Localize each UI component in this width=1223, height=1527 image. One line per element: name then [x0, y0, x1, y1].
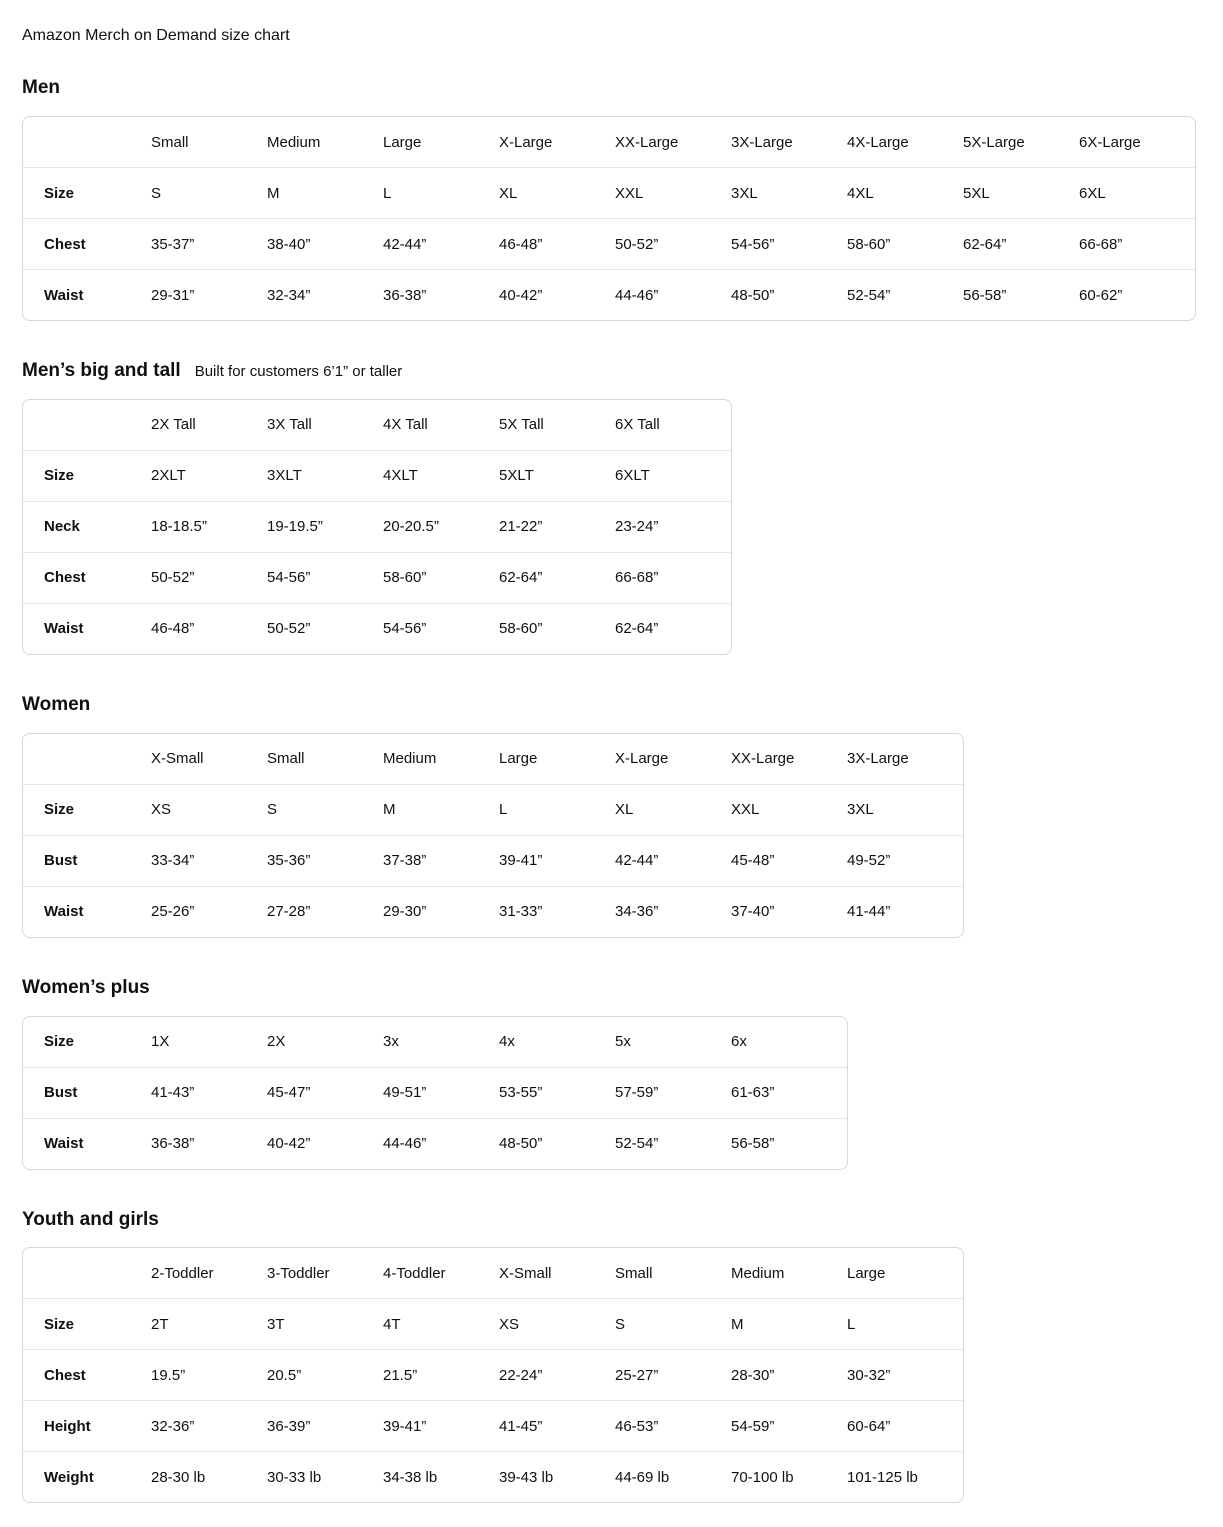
section-heading-text: Women’s plus [22, 976, 150, 998]
value-cell: 25-26” [151, 886, 267, 937]
value-cell: 4x [499, 1033, 515, 1051]
value-cell: 48-50” [731, 269, 847, 320]
value-cell: 32-34” [267, 269, 383, 320]
table-row-waist [23, 269, 1195, 320]
size-table-womens-plus [22, 1016, 848, 1170]
value-cell: 37-40” [731, 886, 847, 937]
header-cell: XX-Large [731, 750, 795, 768]
row-label: Size [23, 1298, 151, 1349]
value-cell: 28-30 lb [151, 1451, 267, 1502]
size-table-men [22, 116, 1196, 321]
header-cell: 2X Tall [151, 416, 196, 434]
row-label: Neck [23, 501, 151, 552]
value-cell: 3XL [731, 167, 847, 218]
value-cell: 3XLT [267, 450, 383, 501]
table-row-weight [23, 1451, 963, 1502]
header-cell: X-Small [151, 750, 204, 768]
value-cell: S [151, 167, 267, 218]
value-cell: 61-63” [731, 1067, 847, 1118]
value-cell: M [267, 167, 383, 218]
section-heading-text: Men’s big and tall [22, 360, 181, 382]
value-cell: 54-56” [731, 218, 847, 269]
table-row-size [23, 784, 963, 835]
value-cell: 22-24” [499, 1349, 615, 1400]
table-row-bust [23, 1067, 847, 1118]
value-cell: 41-45” [499, 1400, 615, 1451]
table-row-size [23, 1017, 847, 1067]
value-cell: 49-52” [847, 835, 963, 886]
value-cell: 21-22” [499, 501, 615, 552]
size-chart-sections [22, 77, 1201, 1503]
row-label: Size [44, 1033, 75, 1051]
value-cell: 19-19.5” [267, 501, 383, 552]
value-cell: 46-53” [615, 1400, 731, 1451]
table-header-row [23, 117, 1195, 167]
row-label: Waist [23, 1118, 151, 1169]
table-row-size [23, 450, 731, 501]
value-cell: S [267, 784, 383, 835]
table-row-chest [23, 218, 1195, 269]
value-cell: 49-51” [383, 1067, 499, 1118]
value-cell: 36-38” [151, 1118, 267, 1169]
section-mens-big-and-tall [22, 360, 1201, 655]
value-cell: 52-54” [847, 269, 963, 320]
value-cell: 42-44” [383, 218, 499, 269]
value-cell: 35-36” [267, 835, 383, 886]
value-cell: 52-54” [615, 1118, 731, 1169]
value-cell: 42-44” [615, 835, 731, 886]
value-cell: 2T [151, 1298, 267, 1349]
header-cell: 6X-Large [1079, 133, 1141, 151]
value-cell: 20.5” [267, 1349, 383, 1400]
value-cell: 21.5” [383, 1349, 499, 1400]
value-cell: 101-125 lb [847, 1451, 963, 1502]
value-cell: 25-27” [615, 1349, 731, 1400]
row-label: Waist [23, 603, 151, 654]
value-cell: 39-41” [499, 835, 615, 886]
header-cell: 3-Toddler [267, 1264, 330, 1282]
header-cell: X-Small [499, 1264, 552, 1282]
value-cell: 45-47” [267, 1067, 383, 1118]
header-cell: 3X Tall [267, 416, 312, 434]
header-cell: X-Large [615, 750, 669, 768]
size-table-youth-and-girls [22, 1247, 964, 1503]
value-cell: 31-33” [499, 886, 615, 937]
table-row-height [23, 1400, 963, 1451]
header-cell: 3X-Large [847, 750, 909, 768]
value-cell: 19.5” [151, 1349, 267, 1400]
value-cell: 46-48” [499, 218, 615, 269]
value-cell: 34-36” [615, 886, 731, 937]
header-cell: 6X Tall [615, 416, 660, 434]
value-cell: XS [151, 784, 267, 835]
row-label: Size [23, 784, 151, 835]
value-cell: XS [499, 1298, 615, 1349]
section-heading-youth-and-girls [22, 1209, 1201, 1231]
value-cell: 54-56” [267, 552, 383, 603]
value-cell: 57-59” [615, 1067, 731, 1118]
header-cell-empty [23, 117, 151, 167]
size-table-mens-big-and-tall [22, 399, 732, 655]
value-cell: 70-100 lb [731, 1451, 847, 1502]
section-women [22, 694, 1201, 938]
value-cell: 60-64” [847, 1400, 963, 1451]
header-cell: Small [267, 750, 305, 768]
header-cell: XX-Large [615, 133, 679, 151]
row-label: Waist [23, 269, 151, 320]
table-row-waist [23, 603, 731, 654]
header-cell: Medium [383, 750, 437, 768]
value-cell: 50-52” [151, 552, 267, 603]
value-cell: 50-52” [615, 218, 731, 269]
row-label: Height [23, 1400, 151, 1451]
header-cell: Medium [267, 133, 321, 151]
value-cell: 6XLT [615, 450, 731, 501]
table-header-row [23, 734, 963, 784]
header-cell: Large [383, 133, 422, 151]
value-cell: 6XL [1079, 167, 1195, 218]
table-row-size [23, 1298, 963, 1349]
value-cell: 20-20.5” [383, 501, 499, 552]
header-cell: Large [847, 1264, 886, 1282]
table-row-chest [23, 1349, 963, 1400]
value-cell: 3x [383, 1033, 399, 1051]
header-cell-empty [23, 400, 151, 450]
value-cell: 40-42” [499, 269, 615, 320]
value-cell: 44-69 lb [615, 1451, 731, 1502]
header-cell: X-Large [499, 133, 553, 151]
value-cell: 62-64” [963, 218, 1079, 269]
header-cell: Small [151, 133, 189, 151]
section-heading-text: Men [22, 77, 60, 99]
section-heading-womens-plus [22, 977, 1201, 999]
value-cell: 2XLT [151, 450, 267, 501]
value-cell: L [383, 167, 499, 218]
section-heading-mens-big-and-tall [22, 360, 1201, 382]
value-cell: 44-46” [615, 269, 731, 320]
value-cell: 46-48” [151, 603, 267, 654]
value-cell: 36-38” [383, 269, 499, 320]
header-cell: 5X Tall [499, 416, 544, 434]
value-cell: 4XL [847, 167, 963, 218]
section-heading-text: Women [22, 693, 91, 715]
table-row-waist [23, 1118, 847, 1169]
value-cell: 35-37” [151, 218, 267, 269]
page-title: Amazon Merch on Demand size chart [22, 27, 290, 44]
value-cell: L [499, 784, 615, 835]
value-cell: 5XL [963, 167, 1079, 218]
header-cell: 4X Tall [383, 416, 428, 434]
value-cell: 23-24” [615, 501, 731, 552]
header-cell-empty [23, 1248, 151, 1298]
value-cell: L [847, 1298, 963, 1349]
value-cell: 48-50” [499, 1118, 615, 1169]
value-cell: 34-38 lb [383, 1451, 499, 1502]
value-cell: 66-68” [615, 552, 731, 603]
row-label: Bust [23, 835, 151, 886]
value-cell: 27-28” [267, 886, 383, 937]
header-cell: 2-Toddler [151, 1264, 214, 1282]
value-cell: 56-58” [731, 1118, 847, 1169]
header-cell: Small [615, 1264, 653, 1282]
value-cell: 40-42” [267, 1118, 383, 1169]
value-cell: 53-55” [499, 1067, 615, 1118]
value-cell: M [731, 1298, 847, 1349]
value-cell: XXL [731, 784, 847, 835]
section-men [22, 77, 1201, 321]
value-cell: 4T [383, 1298, 499, 1349]
table-row-neck [23, 501, 731, 552]
value-cell: 54-56” [383, 603, 499, 654]
section-subtitle: Built for customers 6’1” or taller [194, 363, 403, 381]
header-cell: 5X-Large [963, 133, 1025, 151]
section-heading-text: Youth and girls [22, 1208, 159, 1230]
table-header-row [23, 1248, 963, 1298]
row-label: Chest [23, 218, 151, 269]
row-label: Weight [23, 1451, 151, 1502]
value-cell: XXL [615, 167, 731, 218]
value-cell: 5x [615, 1033, 631, 1051]
value-cell: 39-41” [383, 1400, 499, 1451]
value-cell: 54-59” [731, 1400, 847, 1451]
header-cell: 3X-Large [731, 133, 793, 151]
value-cell: 29-31” [151, 269, 267, 320]
value-cell: 62-64” [615, 603, 731, 654]
value-cell: 3T [267, 1298, 383, 1349]
row-label: Bust [23, 1067, 151, 1118]
value-cell: 41-44” [847, 886, 963, 937]
value-cell: 28-30” [731, 1349, 847, 1400]
value-cell: 38-40” [267, 218, 383, 269]
value-cell: 56-58” [963, 269, 1079, 320]
value-cell: 4XLT [383, 450, 499, 501]
value-cell: M [383, 784, 499, 835]
value-cell: 6x [731, 1033, 747, 1051]
row-label: Chest [23, 552, 151, 603]
section-womens-plus [22, 977, 1201, 1170]
section-heading-women [22, 694, 1201, 716]
value-cell: 30-32” [847, 1349, 963, 1400]
value-cell: 18-18.5” [151, 501, 267, 552]
header-cell: 4X-Large [847, 133, 909, 151]
value-cell: 62-64” [499, 552, 615, 603]
section-youth-and-girls [22, 1209, 1201, 1504]
row-label: Chest [23, 1349, 151, 1400]
table-row-chest [23, 552, 731, 603]
value-cell: 32-36” [151, 1400, 267, 1451]
value-cell: 58-60” [499, 603, 615, 654]
value-cell: 29-30” [383, 886, 499, 937]
row-label: Waist [23, 886, 151, 937]
value-cell: 33-34” [151, 835, 267, 886]
header-cell: 4-Toddler [383, 1264, 446, 1282]
value-cell: 39-43 lb [499, 1451, 615, 1502]
table-row-bust [23, 835, 963, 886]
value-cell: S [615, 1298, 731, 1349]
value-cell: 3XL [847, 784, 963, 835]
value-cell: 44-46” [383, 1118, 499, 1169]
table-row-waist [23, 886, 963, 937]
header-cell: Medium [731, 1264, 785, 1282]
value-cell: 30-33 lb [267, 1451, 383, 1502]
value-cell: 36-39” [267, 1400, 383, 1451]
row-label: Size [23, 167, 151, 218]
value-cell: 45-48” [731, 835, 847, 886]
value-cell: 58-60” [847, 218, 963, 269]
value-cell: 37-38” [383, 835, 499, 886]
header-cell: Large [499, 750, 538, 768]
value-cell: 1X [151, 1033, 170, 1051]
size-table-women [22, 733, 964, 938]
value-cell: 60-62” [1079, 269, 1195, 320]
value-cell: 2X [267, 1033, 286, 1051]
value-cell: 5XLT [499, 450, 615, 501]
section-heading-men [22, 77, 1201, 99]
table-header-row [23, 400, 731, 450]
value-cell: 50-52” [267, 603, 383, 654]
value-cell: XL [615, 784, 731, 835]
value-cell: XL [499, 167, 615, 218]
value-cell: 41-43” [151, 1067, 267, 1118]
header-cell-empty [23, 734, 151, 784]
row-label: Size [23, 450, 151, 501]
value-cell: 58-60” [383, 552, 499, 603]
table-row-size [23, 167, 1195, 218]
value-cell: 66-68” [1079, 218, 1195, 269]
